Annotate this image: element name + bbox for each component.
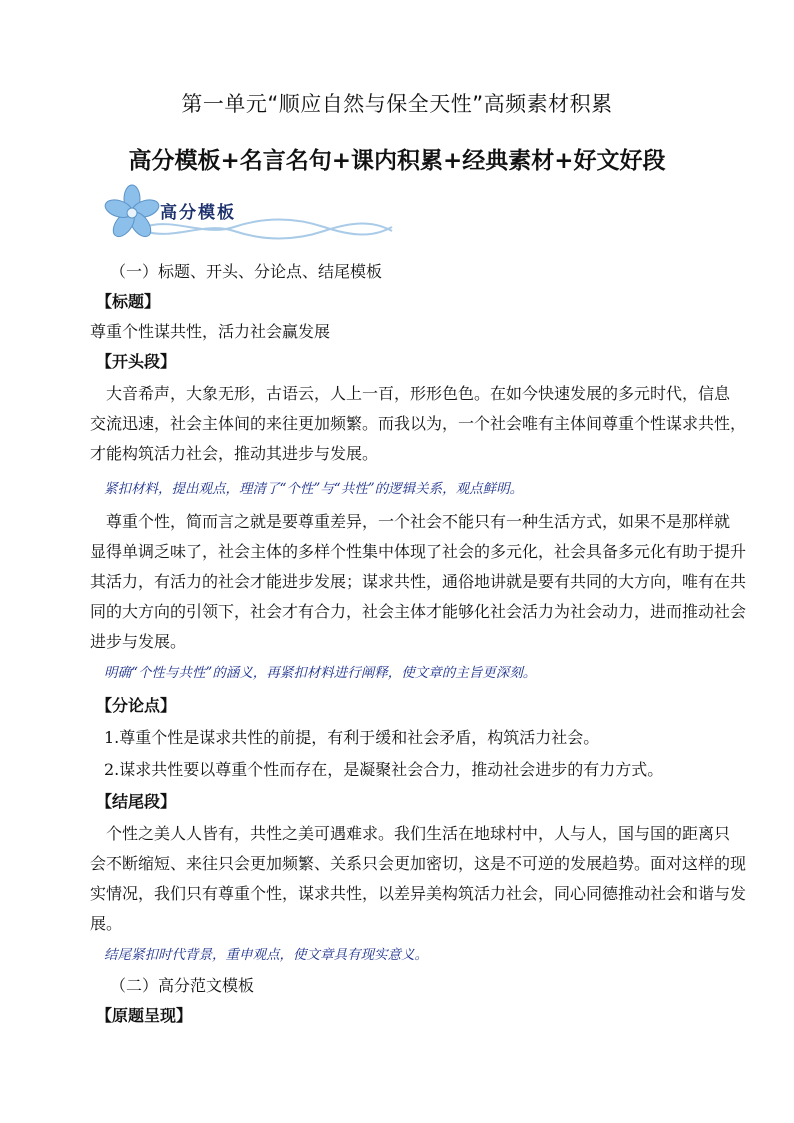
- heading-ending: 【结尾段】: [96, 792, 177, 811]
- opening-line: 交流迅速，社会主体间的来往更加频繁。而我以为，一个社会唯有主体间尊重个性谋求共性，: [90, 414, 747, 433]
- ending-line: 个性之美人人皆有，共性之美可遇难求。我们生活在地球村中，人与人，国与国的距离只: [106, 824, 731, 843]
- annotation-note: 结尾紧扣时代背景，重申观点，使文章具有现实意义。: [104, 947, 428, 963]
- heading-opening: 【开头段】: [96, 352, 177, 371]
- document-title: 第一单元“顺应自然与保全天性”高频素材积累: [181, 92, 613, 116]
- paragraph-line: 其活力，有活力的社会才能进步发展；谋求共性，通俗地讲就是要有共同的大方向，唯有在共: [90, 572, 747, 591]
- heading-title: 【标题】: [96, 292, 161, 311]
- paragraph-line: 显得单调乏味了，社会主体的多样个性集中体现了社会的多元化，社会具备多元化有助于提升: [90, 542, 747, 561]
- paragraph-line: 同的大方向的引领下，社会才有合力，社会主体才能够化社会活力为社会动力，进而推动社会: [90, 602, 747, 621]
- ending-line: 会不断缩短、来往只会更加频繁、关系只会更加密切，这是不可逆的发展趋势。面对这样的现: [90, 854, 747, 873]
- banner-label: 高分模板: [160, 203, 236, 223]
- title-text: 尊重个性谋共性，活力社会赢发展: [90, 322, 331, 341]
- point-item: 2.谋求共性要以尊重个性而存在，是凝聚社会合力，推动社会进步的有力方式。: [104, 760, 664, 779]
- document-subtitle: 高分模板+名言名句+课内积累+经典素材+好文好段: [128, 148, 666, 174]
- heading-original: 【原题呈现】: [96, 1006, 193, 1025]
- opening-line: 大音希声，大象无形，古语云，人上一百，形形色色。在如今快速发展的多元时代，信息: [106, 384, 731, 403]
- annotation-note: 明确“个性与共性”的涵义，再紧扣材料进行阐释，使文章的主旨更深刻。: [104, 665, 537, 681]
- ending-line: 展。: [90, 914, 123, 933]
- section-banner: [104, 183, 394, 245]
- paragraph-line: 尊重个性，简而言之就是要尊重差异，一个社会不能只有一种生活方式，如果不是那样就: [106, 512, 731, 531]
- annotation-note: 紧扣材料，提出观点，理清了“个性”与“共性”的逻辑关系，观点鲜明。: [104, 481, 524, 497]
- section2-title: （二）高分范文模板: [110, 976, 255, 995]
- ending-line: 实情况，我们只有尊重个性，谋求共性，以差异美构筑活力社会，同心同德推动社会和谐与发: [90, 884, 747, 903]
- opening-line: 才能构筑活力社会，推动其进步与发展。: [90, 444, 379, 463]
- section1-title: （一）标题、开头、分论点、结尾模板: [110, 262, 383, 281]
- heading-points: 【分论点】: [96, 696, 177, 715]
- flower-icon: [104, 185, 161, 240]
- point-item: 1.尊重个性是谋求共性的前提，有利于缓和社会矛盾，构筑活力社会。: [104, 728, 600, 747]
- paragraph-line: 进步与发展。: [90, 632, 187, 651]
